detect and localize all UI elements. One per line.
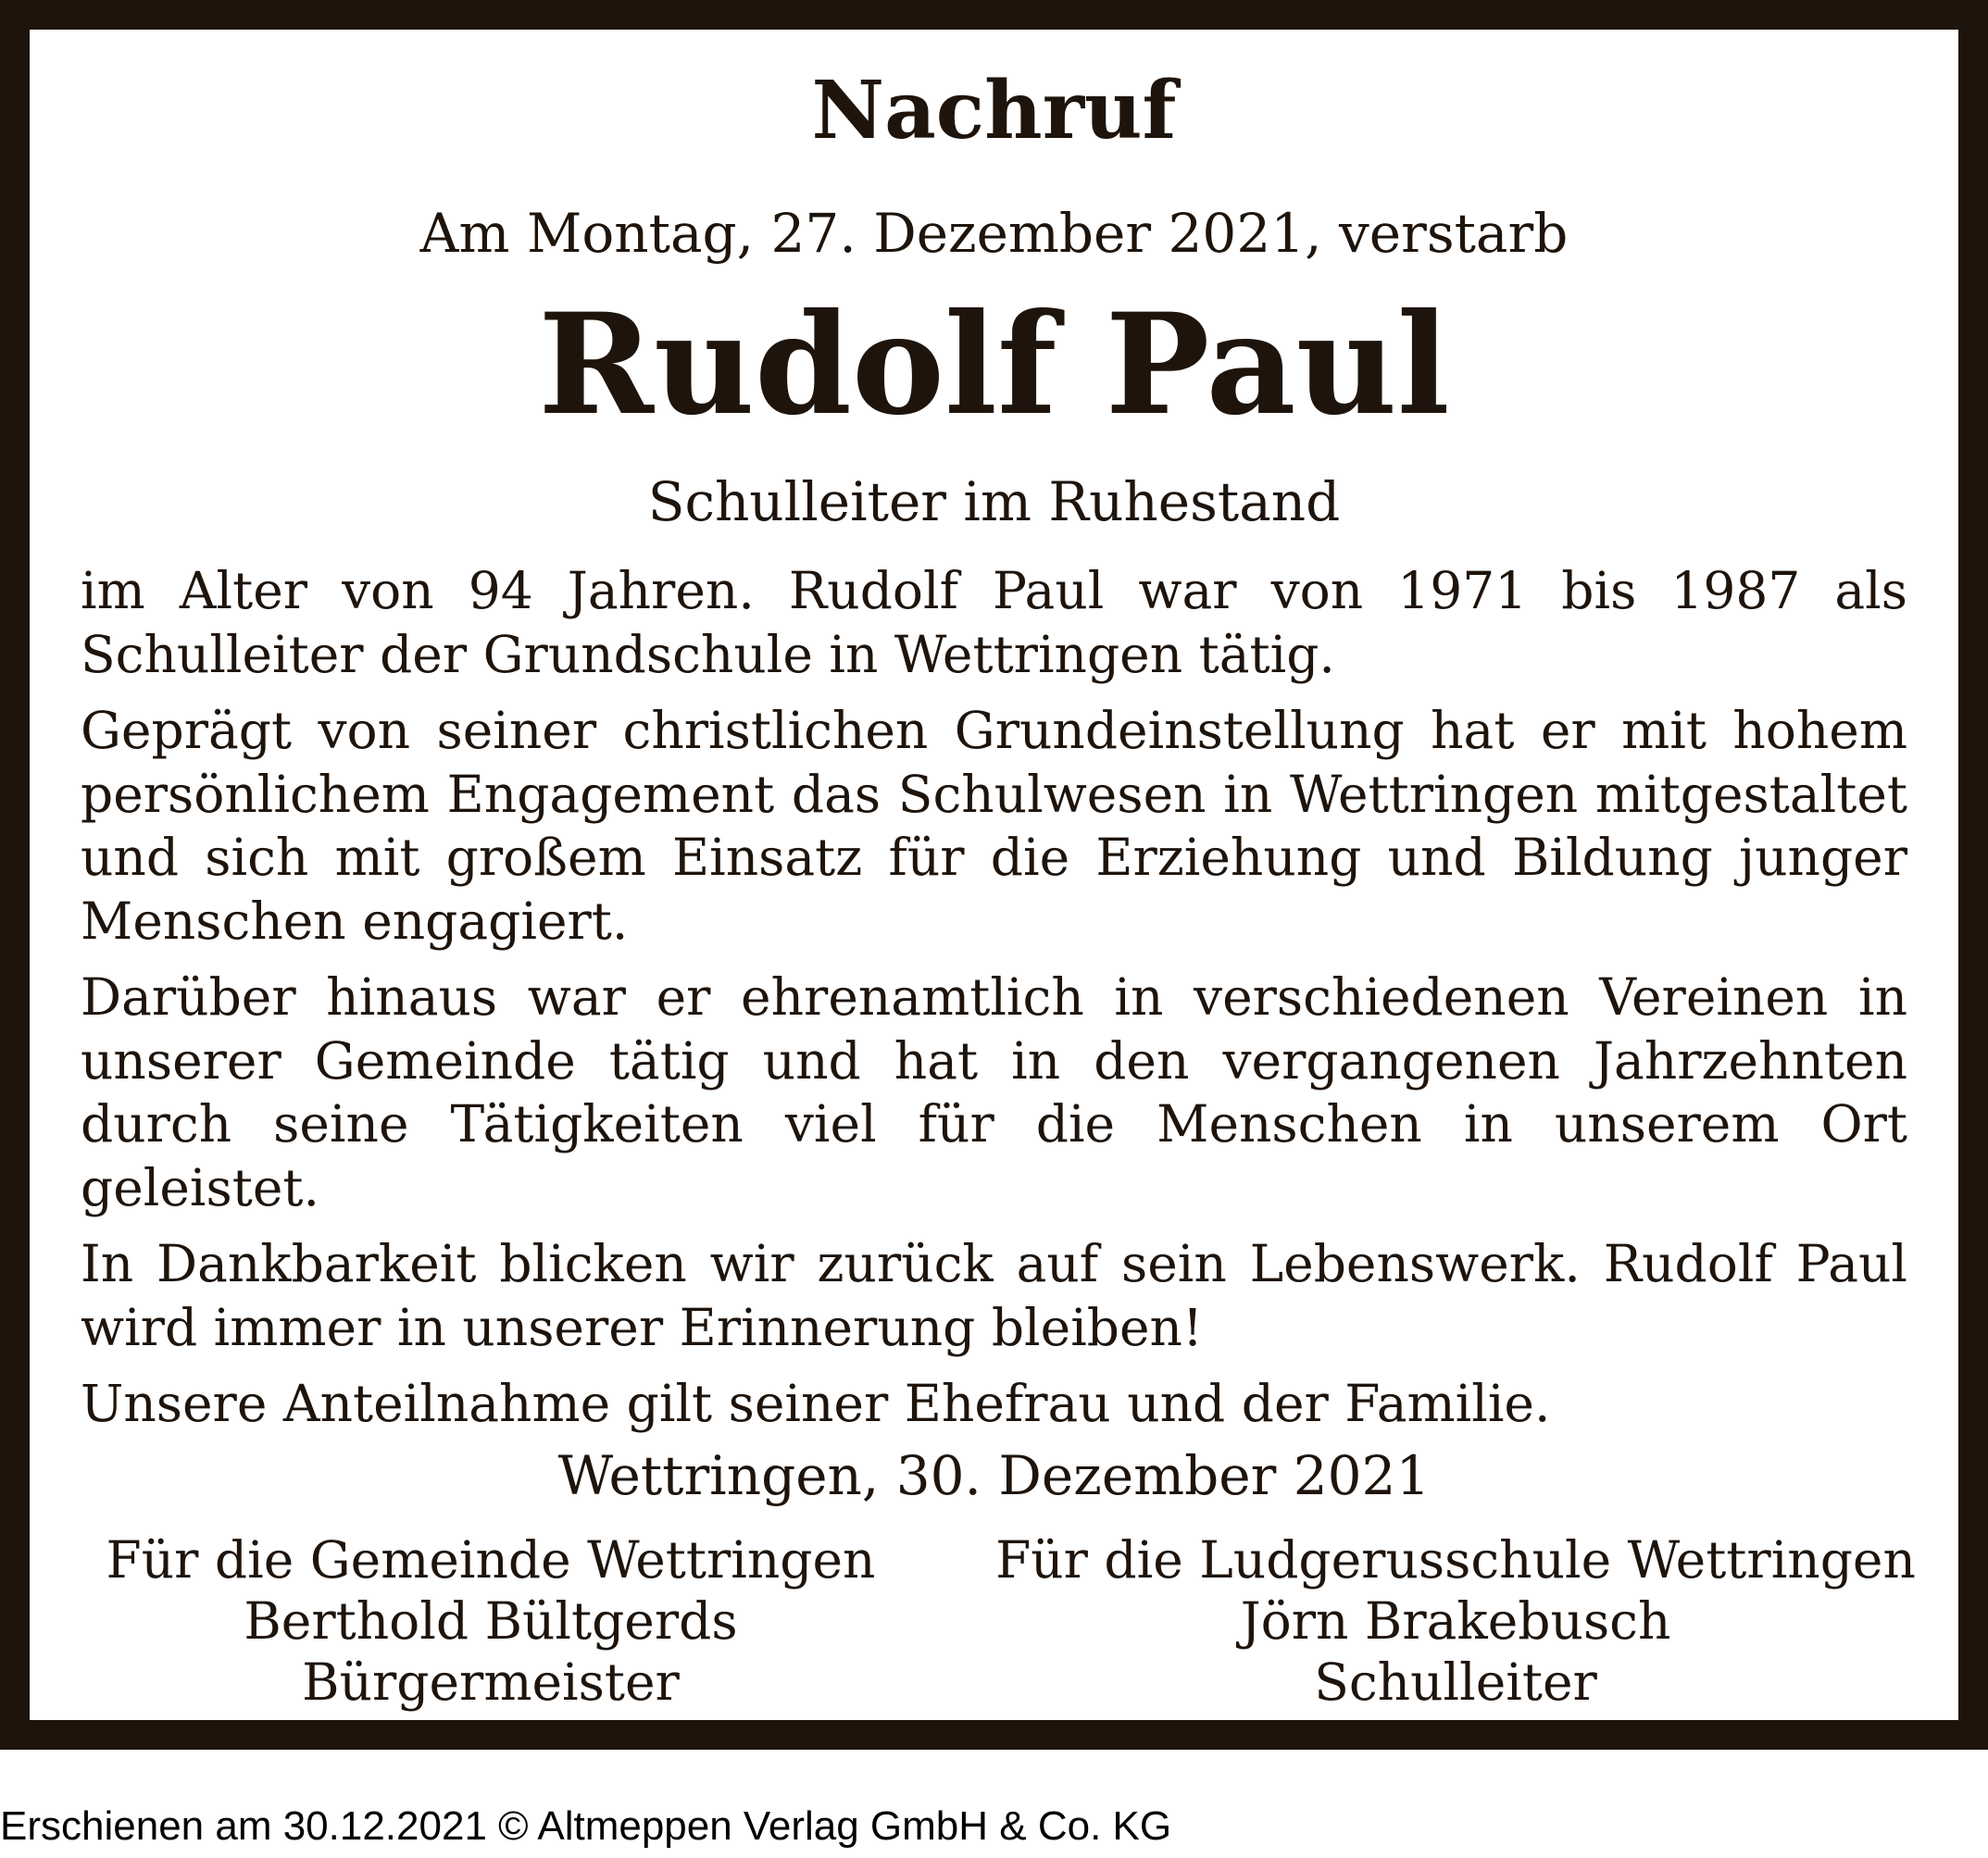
body-paragraph-2: Geprägt von seiner christlichen Grundeinstellung hat er mit hohem persönlichem Engagement das Schulwesen in Wettringen mitgestaltet und sich mit großem Einsatz für die Erziehung und Bildung junger Menschen engagiert. — [81, 701, 1907, 951]
notice-intro: Am Montag, 27. Dezember 2021, verstarb — [419, 202, 1569, 265]
notice-heading: Nachruf — [811, 64, 1177, 157]
body-paragraph-4: In Dankbarkeit blicken wir zurück auf sein Lebenswerk. Rudolf Paul wird immer in unserer Erinnerung bleiben! — [81, 1234, 1907, 1357]
signatory-left-person: Berthold Bültgerds — [244, 1591, 738, 1651]
signatory-left-title: Bürgermeister — [302, 1652, 680, 1712]
signatory-right-title: Schulleiter — [1314, 1652, 1597, 1712]
deceased-name: Rudolf Paul — [538, 283, 1450, 446]
signatory-right-organization: Für die Ludgerusschule Wettringen — [995, 1530, 1916, 1590]
deceased-role: Schulleiter im Ruhestand — [647, 470, 1341, 533]
signatory-right-person: Jörn Brakebusch — [1240, 1591, 1671, 1651]
notice-body — [81, 559, 1907, 1449]
signatory-left — [56, 1529, 926, 1713]
place-date: Wettringen, 30. Dezember 2021 — [557, 1444, 1431, 1507]
signatory-right — [974, 1529, 1937, 1713]
signatory-left-organization: Für die Gemeinde Wettringen — [106, 1530, 876, 1590]
body-paragraph-1: im Alter von 94 Jahren. Rudolf Paul war von 1971 bis 1987 als Schulleiter der Grundschule in Wettringen tätig. — [81, 561, 1907, 684]
body-paragraph-3: Darüber hinaus war er ehrenamtlich in verschiedenen Vereinen in unserer Gemeinde tätig und hat in den vergangenen Jahrzehnten durch seine Tätigkeiten viel für die Menschen in unserem Ort geleistet. — [81, 967, 1907, 1217]
body-paragraph-5: Unsere Anteilnahme gilt seiner Ehefrau und der Familie. — [81, 1374, 1551, 1433]
publication-footer: Erschienen am 30.12.2021 © Altmeppen Verlag GmbH & Co. KG — [0, 1803, 1172, 1849]
